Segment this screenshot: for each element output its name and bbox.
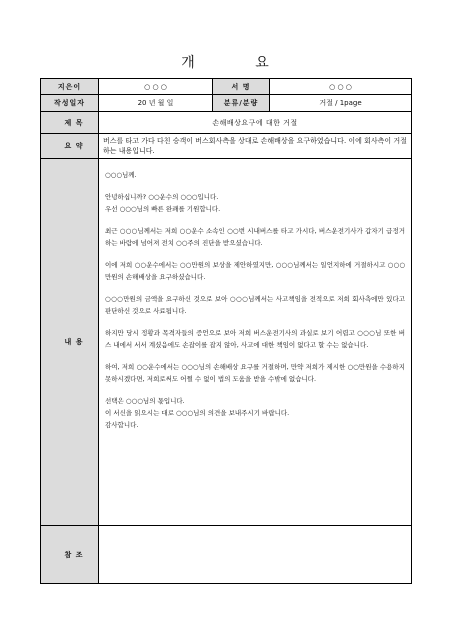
summary-table [40,78,412,584]
reference-row [41,526,412,584]
subject-row [41,112,412,134]
sign-label: 서 명 [213,79,270,95]
sign-value: ○ ○ ○ [270,79,412,95]
letter-paragraph: 최근 ○○○님께서는 저희 ○○운수 소속인 ○○번 시내버스를 타고 가시다, 버스운전기사가 갑자기 급정거하는 바람에 넘어져 전치 ○○주의 진단을 받으셨습니다. [105,227,405,247]
content-row [41,159,412,526]
subject-label: 제 목 [41,112,99,134]
page-title: 개 요 [181,55,297,71]
letter-closing: 이 서신을 읽으시는 대로 ○○○님의 의견을 보내주시기 바랍니다. [105,409,290,417]
date-row [41,95,412,112]
letter-paragraph: 하여, 저희 ○○운수에서는 ○○○님의 손해배상 요구를 거절하며, 만약 저희가 제시한 ○○만원을 수용하지 못하시겠다면, 저희로써도 어쩔 수 없이 법의 도움을 받을 수밖에 없습니다. [105,363,405,383]
summary-row [41,134,412,159]
letter-paragraph: 이에 저희 ○○운수에서는 ○○만원의 보상을 제안하였지만, ○○○님께서는 일언지하에 거절하시고 ○○○만원의 손해배상을 요구하셨습니다. [105,261,405,281]
author-row [41,79,412,95]
letter-line: 안녕하십니까? ○○운수의 ○○○입니다. [105,193,219,201]
content-label: 내 용 [41,159,99,526]
date-value: 20 년 월 일 [99,95,213,112]
letter-closing: 감사합니다. [105,421,139,429]
author-value: ○ ○ ○ [99,79,213,95]
letter-closing: 선택은 ○○○님의 몫입니다. [105,397,185,405]
summary-value: 버스를 타고 가다 다친 승객이 버스회사측을 상대로 손해배상을 요구하였습니다. 이에 회사측이 거절하는 내용입니다. [99,134,412,159]
author-label: 지은이 [41,79,99,95]
letter-greeting: ○○○님께. [105,171,137,179]
letter-paragraph: 하지만 당시 정황과 목격자들의 증언으로 보아 저희 버스운전기사의 과실로 보기 어렵고 ○○○님 또한 버스 내에서 서서 계셨음에도 손잡이를 잡지 않아, 사고에 대한 책임이 없다고 할 수는 없습니다. [105,329,405,349]
reference-label: 참 조 [41,526,99,584]
subject-value: 손해배상요구에 대한 거절 [99,112,412,134]
reference-value [99,526,412,584]
date-label: 작성일자 [41,95,99,112]
letter-line: 우선 ○○○님의 빠른 완쾌를 기원합니다. [105,205,221,213]
category-value: 거절 / 1page [270,95,412,112]
letter-body [99,159,412,526]
category-label: 분류/분량 [213,95,270,112]
letter-paragraph: ○○○만원의 금액을 요구하신 것으로 보아 ○○○님께서는 사고책임을 전적으로 저희 회사측에만 있다고 판단하신 것으로 사료됩니다. [105,295,405,315]
summary-label: 요 약 [41,134,99,159]
